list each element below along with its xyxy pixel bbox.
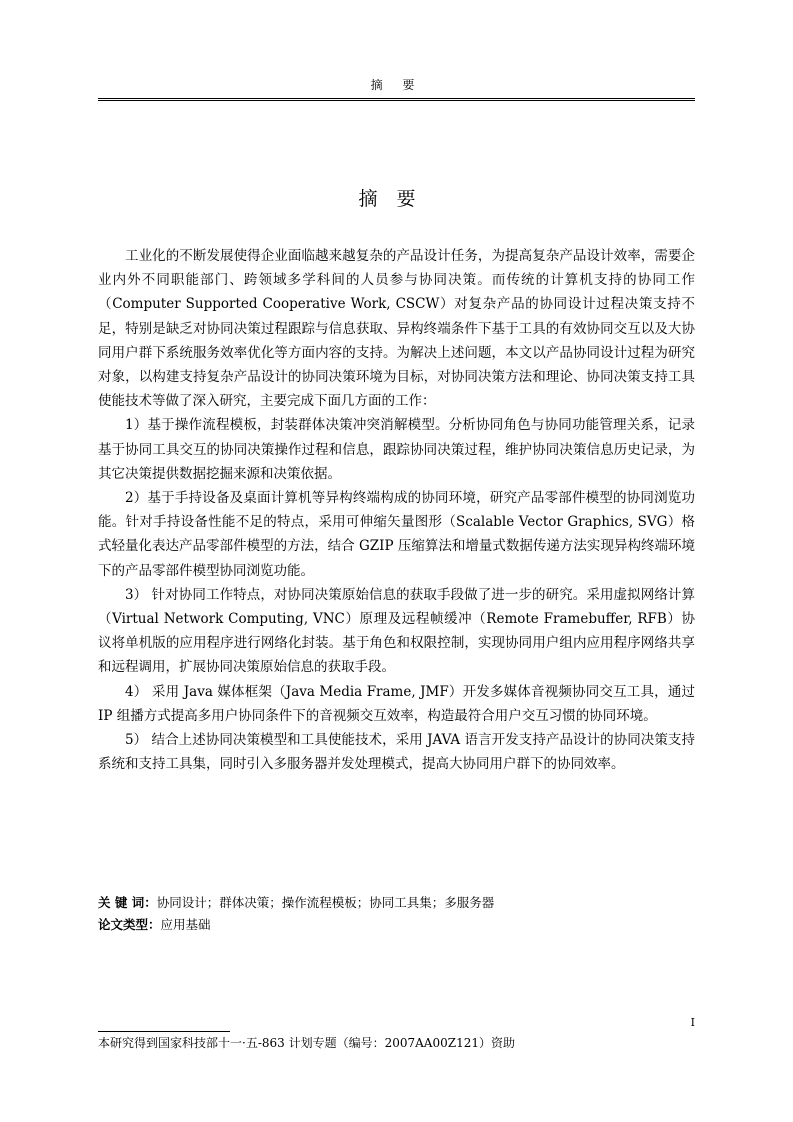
header-rule <box>98 98 695 101</box>
abstract-paragraph-intro: 工业化的不断发展使得企业面临越来越复杂的产品设计任务，为提高复杂产品设计效率，需要企业内外不同职能部门、跨领域多学科间的人员参与协同决策。而传统的计算机支持的协同工作（Computer Supported Cooperative Work, CSCW）对复杂产品的协同设计过程决策支持不足，特别是缺乏对协同决策过程跟踪与信息获取、异构终端条件下基于工具的有效协同交互以及大协同用户群下系统服务效率优化等方面内容的支持。为解决上述问题，本文以产品协同设计过程为研究对象，以构建支持复杂产品设计的协同决策环境为目标，对协同决策方法和理论、协同决策支持工具使能技术等做了深入研究，主要完成下面几方面的工作： <box>98 248 695 410</box>
footnote-rule <box>98 1031 230 1032</box>
abstract-paragraph-5: 5） 结合上述协同决策模型和工具使能技术，采用 JAVA 语言开发支持产品设计的协同决策支持系统和支持工具集，同时引入多服务器并发处理模式，提高大协同用户群下的协同效率。 <box>98 732 695 773</box>
keywords-block <box>98 892 695 936</box>
abstract-paragraph-2: 2）基于手持设备及桌面计算机等异构终端构成的协同环境，研究产品零部件模型的协同浏览功能。针对手持设备性能不足的特点，采用可伸缩矢量图形（Scalable Vector Graphics, SVG）格式轻量化表达产品零部件模型的方法，结合 GZIP 压缩算法和增量式数据传递方法实现异构终端环境下的产品零部件模型协同浏览功能。 <box>98 490 695 579</box>
keywords-value: 协同设计；群体决策；操作流程模板；协同工具集；多服务器 <box>156 895 495 910</box>
paper-type-line <box>98 914 695 936</box>
footnote: 本研究得到国家科技部十一·五-863 计划专题（编号：2007AA00Z121）资助 <box>98 1036 515 1050</box>
page-number: I <box>690 1016 695 1029</box>
page-title: 摘要 <box>358 188 435 210</box>
paper-type-label: 论文类型： <box>98 917 161 932</box>
abstract-paragraph-3: 3） 针对协同工作特点，对协同决策原始信息的获取手段做了进一步的研究。采用虚拟网络计算（Virtual Network Computing, VNC）原理及远程帧缓冲（Remote Framebuffer, RFB）协议将单机版的应用程序进行网络化封装。基于角色和权限控制，实现协同用户组内应用程序网络共享和远程调用，扩展协同决策原始信息的获取手段。 <box>98 586 695 676</box>
abstract-paragraph-4: 4） 采用 Java 媒体框架（Java Media Frame, JMF）开发多媒体音视频协同交互工具，通过 IP 组播方式提高多用户协同条件下的音视频交互效率，构造最符合用户交互习惯的协同环境。 <box>98 683 695 724</box>
abstract-paragraph-1: 1）基于操作流程模板，封装群体决策冲突消解模型。分析协同角色与协同功能管理关系，记录基于协同工具交互的协同决策操作过程和信息，跟踪协同决策过程，维护协同决策信息历史记录，为其它决策提供数据挖掘来源和决策依据。 <box>98 417 695 482</box>
abstract-body <box>98 244 695 776</box>
paper-type-value: 应用基础 <box>160 917 211 932</box>
keywords-line <box>98 892 695 914</box>
running-header: 摘 要 <box>370 78 423 92</box>
keywords-label: 关 键 词： <box>98 895 157 910</box>
